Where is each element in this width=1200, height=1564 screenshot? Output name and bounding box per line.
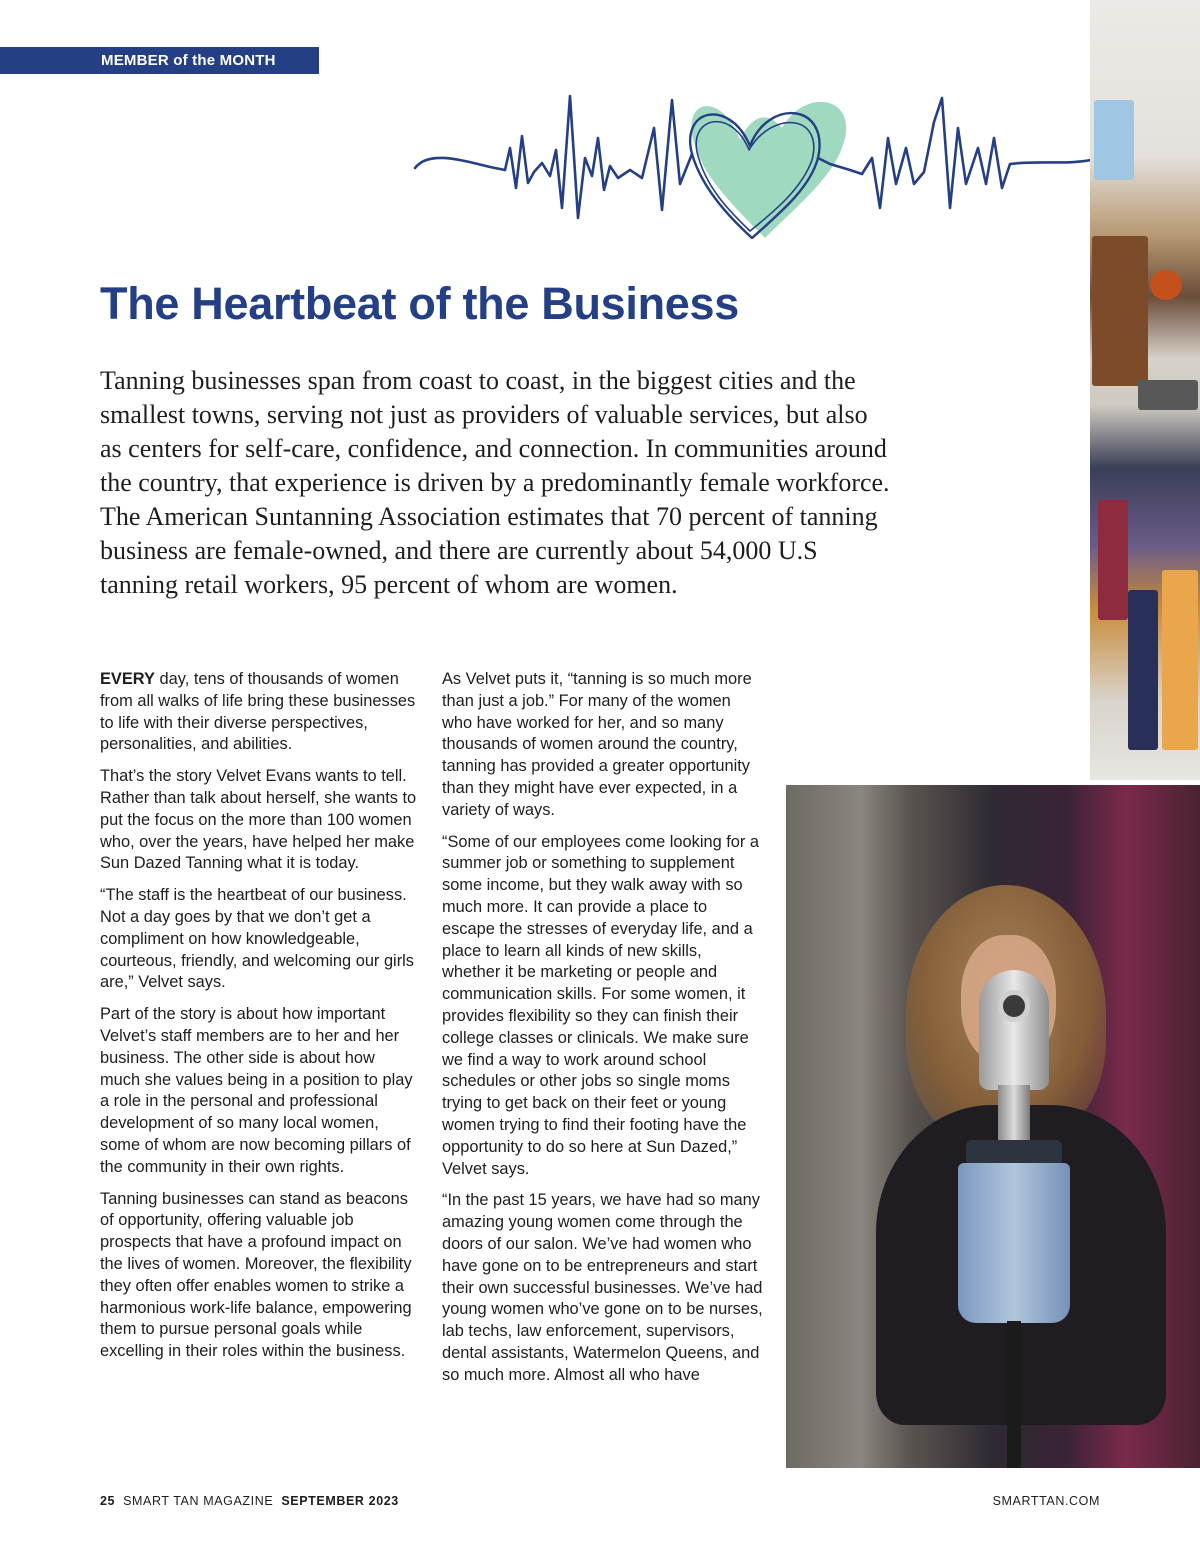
body-column-left xyxy=(100,669,418,1373)
section-tag: MEMBER of the MONTH xyxy=(0,47,319,74)
website-url: SMARTTAN.COM xyxy=(992,1494,1100,1508)
page-number: 25 xyxy=(100,1494,116,1508)
deck-intro: Tanning businesses span from coast to coast, in the biggest cities and the smallest towns, serving not just as providers of valuable services, but also as centers for self-care, confidence, and connection. In communities around the country, that experience is driven by a predominantly female workforce. The American Suntanning Association estimates that 70 percent of tanning business are female-owned, and there are currently about 54,000 U.S tanning retail workers, 95 percent of whom are women. xyxy=(100,366,890,599)
photo-shelf-products xyxy=(1090,0,1200,780)
headline: The Heartbeat of the Business xyxy=(100,278,739,329)
body-paragraph xyxy=(100,669,418,756)
body-paragraph: Part of the story is about how important Velvet’s staff members are to her and her business. The other side is about how much she values being in a position to play a role in the personal and professional development of so many local women, some of whom are now becoming pillars of the community in their own rights. xyxy=(100,1005,413,1176)
body-paragraph: Tanning businesses can stand as beacons of opportunity, offering valuable job prospects that have a profound impact on the lives of women. Moreover, the flexibility they often offer enables women to strike a harmonious work-life balance, empowering them to pursue personal goals while excelling in their roles within the business. xyxy=(100,1189,412,1361)
issue-date: SEPTEMBER 2023 xyxy=(281,1494,399,1508)
body-paragraph: “Some of our employees come looking for a summer job or something to supplement some income, but they walk away with so much more. It can provide a place to escape the stresses of everyday life, and a place to learn all kinds of new skills, whether it be marketing or people and communication skills. For some women, it provides flexibility so they can finish their college classes or clinicals. We make sure we find a way to work around school schedules or other jobs so single moms trying to get back on their feet or young women trying to find their footing have the opportunity to do so here at Sun Dazed,” Velvet says. xyxy=(442,832,760,1178)
paragraph-text: day, tens of thousands of women from all walks of life bring these businesses to life with their diverse perspectives, personalities, and abilities. xyxy=(100,670,416,754)
photo-woman-spray-gun xyxy=(786,785,1200,1468)
heartbeat-heart-icon xyxy=(410,88,1100,248)
body-column-right xyxy=(442,669,764,1397)
lead-word: EVERY xyxy=(100,670,155,688)
body-paragraph: “The staff is the heartbeat of our business. Not a day goes by that we don’t get a compliment on how knowledgeable, courteous, friendly, and welcoming our girls are,” Velvet says. xyxy=(100,886,414,992)
body-paragraph: As Velvet puts it, “tanning is so much more than just a job.” For many of the women who have worked for her, and so many thousands of women around the country, tanning has provided a greater opportunity than they might have ever expected, in a variety of ways. xyxy=(442,670,752,819)
body-paragraph: That’s the story Velvet Evans wants to tell. Rather than talk about herself, she wants to put the focus on the more than 100 women who, over the years, have helped her make Sun Dazed Tanning what it is today. xyxy=(100,767,417,873)
body-paragraph: “In the past 15 years, we have had so many amazing young women come through the doors of our salon. We’ve had women who have gone on to be entrepreneurs and start their own successful businesses. We’ve had young women who’ve gone on to be nurses, lab techs, law enforcement, supervisors, dental assistants, Watermelon Queens, and so much more. Almost all who have xyxy=(442,1191,763,1384)
page-footer xyxy=(100,1494,399,1508)
publication-name: SMART TAN MAGAZINE xyxy=(123,1494,274,1508)
